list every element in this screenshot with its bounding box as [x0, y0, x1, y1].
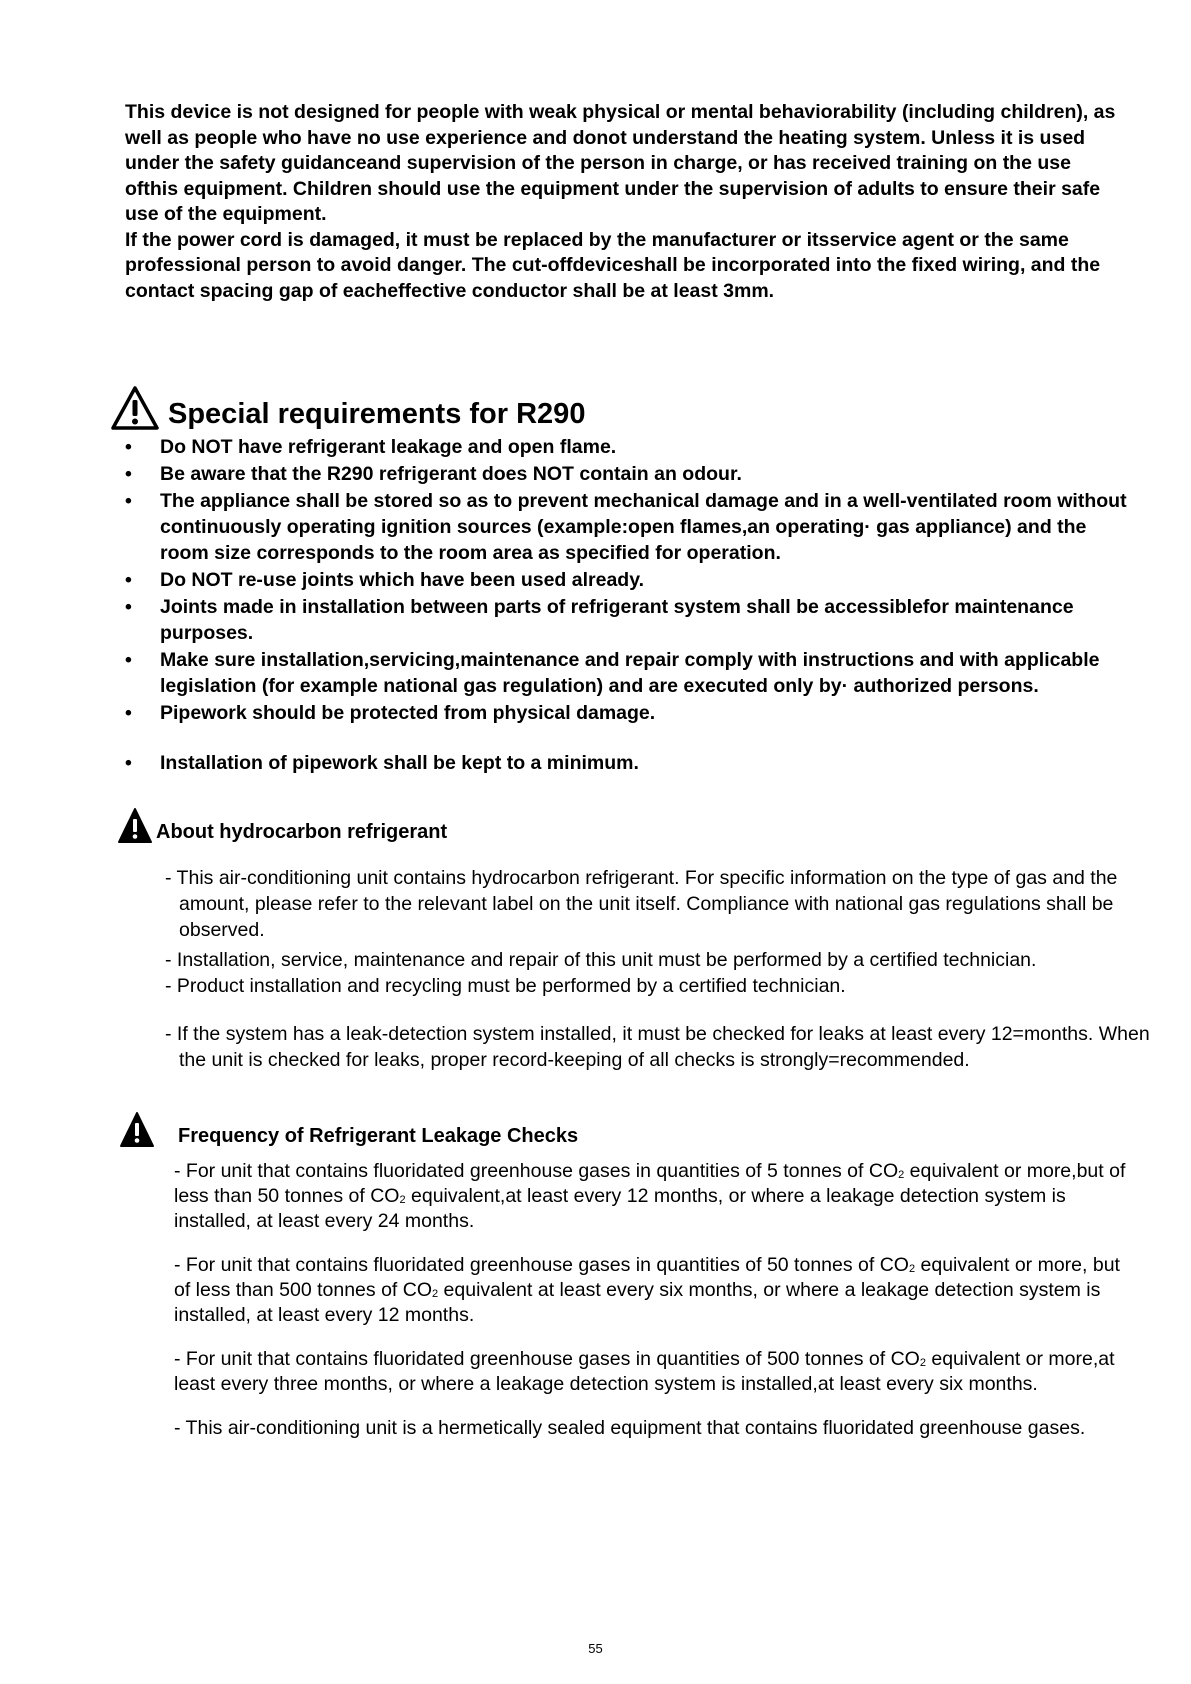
intro-section: [125, 100, 1125, 304]
frequency-heading: [120, 1112, 578, 1148]
frequency-paragraph-1: [174, 1160, 1134, 1232]
hydrocarbon-heading-text: About hydrocarbon refrigerant: [156, 821, 448, 843]
page-number: 55: [588, 1641, 603, 1656]
hydrocarbon-item: - Product installation and recycling must be performed by a certified technician.: [165, 975, 846, 997]
text-run: - For unit that contains fluoridated greenhouse gases in quantities of 500 tonnes of: [174, 1348, 891, 1370]
frequency-paragraph-2: [174, 1254, 1134, 1326]
co2-text: CO: [868, 1160, 899, 1182]
r290-requirements-list: [125, 434, 1135, 777]
hydrocarbon-item: - If the system has a leak-detection system installed, it must be checked for leaks at least every 12=months. When the unit is checked for leaks, proper record-keeping of all checks is strongly=recommended.: [165, 1023, 1150, 1071]
list-item: • The appliance shall be stored so as to prevent mechanical damage and in a well-ventilated room without continuously operating ignition sources (example:open flames,an operating· gas appliance) and the room size corresponds to the room area as specified for operation.: [125, 488, 1135, 566]
co2-subscript: 2: [432, 1288, 439, 1300]
co2-subscript: 2: [919, 1357, 926, 1369]
co2-text: CO: [879, 1254, 909, 1276]
intro-paragraph-1: This device is not designed for people with weak physical or mental behaviorability (including children), as well as people who have no use experience and donot understand the heating system. Unless it is used under the safety guidanceand supervision of the person in charge, or has received training on the use ofthis equipment. Children should use the equipment under the supervision of adults to ensure their safe use of the equipment.: [125, 101, 1116, 225]
frequency-section: [174, 1160, 1134, 1461]
list-item: • Pipework should be protected from physical damage.: [125, 700, 1135, 726]
text-run: equivalent or more,at least every three months, or where a leakage detection system is installed,at least every six months.: [174, 1348, 1115, 1395]
hydrocarbon-heading: [118, 808, 447, 844]
intro-paragraph-2: If the power cord is damaged, it must be replaced by the manufacturer or itsservice agent or the same professional person to avoid danger. The cut-offdeviceshall be incorporated into the fixed wiring, and the contact spacing gap of eacheffective conductor shall be at least 3mm.: [125, 228, 1101, 302]
co2-text: CO: [370, 1185, 400, 1207]
warning-icon: [118, 808, 152, 844]
text-run: equivalent,at least every 12 months, or where a leakage detection system is installed, at least every 24 months.: [174, 1185, 1066, 1232]
text-run: - For unit that contains fluoridated greenhouse gases in quantities of 50 tonnes of: [174, 1254, 880, 1276]
list-item: • Do NOT re-use joints which have been used already.: [125, 567, 1135, 593]
co2-subscript: 2: [908, 1263, 916, 1275]
r290-heading: [110, 385, 585, 431]
hydrocarbon-section: [165, 865, 1165, 1073]
list-item: • Make sure installation,servicing,maintenance and repair comply with instructions and with applicable legislation (for example national gas regulation) and are executed only by· authorized persons.: [125, 647, 1135, 699]
text-run: equivalent at least every six months, or where a leakage detection system is installed, at least every 12 months.: [174, 1279, 1101, 1326]
text-run: - For unit that contains fluoridated greenhouse gases in quantities of 5 tonnes of: [174, 1160, 869, 1182]
list-item: • Installation of pipework shall be kept to a minimum.: [125, 750, 1135, 776]
warning-icon: [110, 385, 160, 431]
hydrocarbon-item: - This air-conditioning unit contains hydrocarbon refrigerant. For specific information on the type of gas and the amount, please refer to the relevant label on the unit itself. Compliance with national gas regulations shall be observed.: [165, 867, 1118, 941]
text-run: equivalent or more, but of less than 500 tonnes of: [174, 1254, 1120, 1301]
frequency-heading-text: Frequency of Refrigerant Leakage Checks: [178, 1125, 579, 1147]
warning-icon: [120, 1112, 154, 1148]
frequency-paragraph-4: - This air-conditioning unit is a hermetically sealed equipment that contains fluoridated greenhouse gases.: [174, 1417, 1086, 1439]
co2-text: CO: [402, 1279, 432, 1301]
list-item: • Joints made in installation between parts of refrigerant system shall be accessiblefor maintenance purposes.: [125, 594, 1135, 646]
co2-text: CO: [890, 1348, 920, 1370]
frequency-paragraph-3: [174, 1348, 1134, 1395]
co2-subscript: 2: [898, 1169, 905, 1181]
hydrocarbon-item: - Installation, service, maintenance and repair of this unit must be performed by a certified technician.: [165, 949, 1037, 971]
list-item: • Do NOT have refrigerant leakage and open flame.: [125, 434, 1135, 460]
r290-heading-text: Special requirements for R290: [168, 398, 586, 430]
co2-subscript: 2: [399, 1194, 406, 1206]
text-run: equivalent or more,but of less than 50 tonnes of: [174, 1160, 1126, 1207]
list-item: • Be aware that the R290 refrigerant does NOT contain an odour.: [125, 461, 1135, 487]
